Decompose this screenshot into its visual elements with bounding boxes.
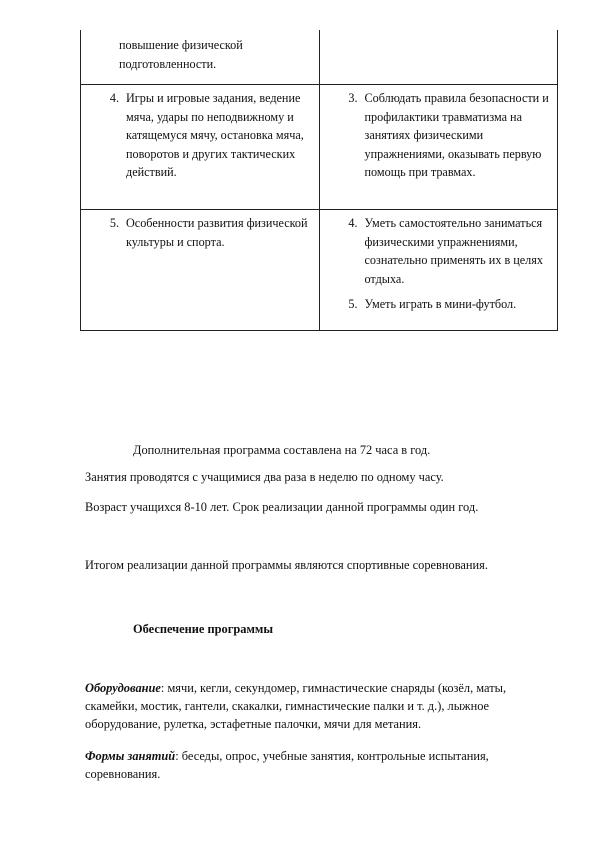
forms-text: : беседы, опрос, учебные занятия, контрольные испытания, соревнования. bbox=[85, 749, 489, 781]
item-number: 5. bbox=[109, 216, 119, 230]
paragraph-age: Возраст учащихся 8-10 лет. Срок реализации данной программы один год. bbox=[85, 500, 479, 514]
item-text: Соблюдать правила безопасности и профилактики травматизма на занятиях физическими упражнениями, оказывать первую помощь при травмах. bbox=[364, 91, 549, 179]
paragraph-schedule: Занятия проводятся с учащимися два раза в неделю по одному часу. bbox=[85, 470, 444, 484]
table-cell-left bbox=[81, 30, 320, 85]
list-item bbox=[81, 214, 313, 251]
item-text: Уметь играть в мини-футбол. bbox=[364, 297, 517, 311]
table-row bbox=[81, 210, 558, 331]
table-row bbox=[81, 85, 558, 210]
equipment-text: : мячи, кегли, секундомер, гимнастические снаряды (козёл, маты, скамейки, мостик, гантели, скакалки, гимнастические палки и т. д.), лыжное оборудование, рулетка, эстафетные палочки, мячи для метания. bbox=[85, 681, 507, 731]
item-number: 3. bbox=[348, 91, 358, 105]
paragraph-equipment bbox=[85, 679, 555, 733]
item-continuation: повышение физической подготовленности. bbox=[119, 38, 243, 71]
list-item bbox=[320, 295, 552, 314]
item-text: Особенности развития физической культуры и спорта. bbox=[126, 216, 308, 249]
paragraph-hours: Дополнительная программа составлена на 72 часа в год. bbox=[133, 443, 431, 457]
table-row bbox=[81, 30, 558, 85]
table-cell-right bbox=[319, 85, 558, 210]
item-number: 5. bbox=[348, 297, 358, 311]
item-number: 4. bbox=[348, 216, 358, 230]
list-item bbox=[320, 89, 552, 182]
equipment-lead: Оборудование bbox=[85, 681, 161, 695]
list-item bbox=[320, 214, 552, 288]
table-cell-left bbox=[81, 210, 320, 331]
list-item bbox=[81, 89, 313, 182]
paragraph-forms bbox=[85, 747, 555, 783]
table-cell-right bbox=[319, 210, 558, 331]
paragraph-result: Итогом реализации данной программы являются спортивные соревнования. bbox=[85, 558, 488, 572]
item-number: 4. bbox=[109, 91, 119, 105]
table-cell-left bbox=[81, 85, 320, 210]
forms-lead: Формы занятий bbox=[85, 749, 176, 763]
table-cell-right bbox=[319, 30, 558, 85]
program-table bbox=[80, 30, 558, 331]
section-heading: Обеспечение программы bbox=[133, 622, 274, 636]
item-text: Игры и игровые задания, ведение мяча, удары по неподвижному и катящемуся мячу, остановка мяча, поворотов и других тактических действий. bbox=[126, 91, 304, 179]
item-text: Уметь самостоятельно заниматься физическими упражнениями, сознательно применять их в целях отдыха. bbox=[364, 216, 543, 286]
